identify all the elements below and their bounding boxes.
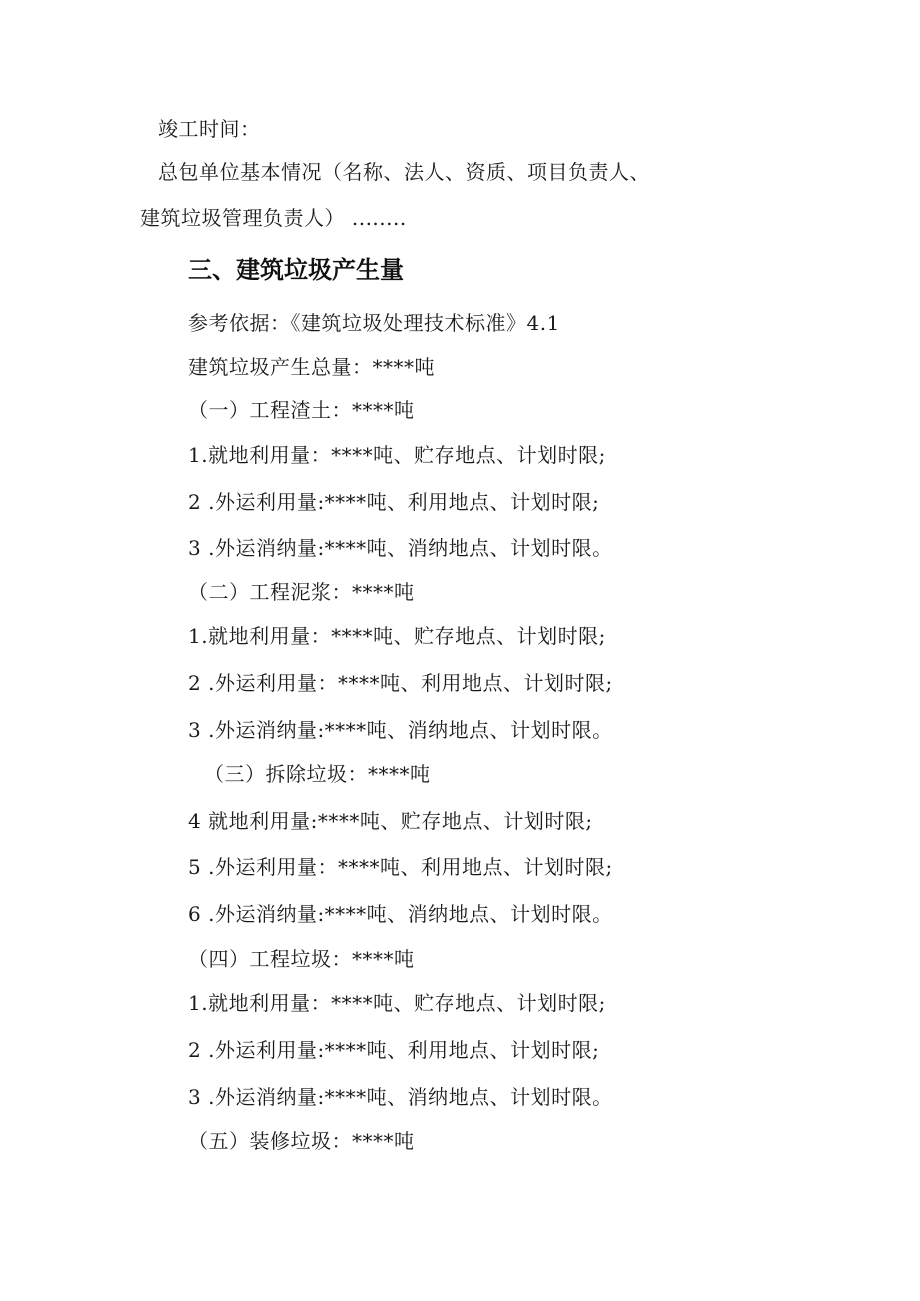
list-item: 3 .外运消纳量:****吨、消纳地点、计划时限。: [188, 1085, 613, 1109]
list-item: 2 .外运利用量:****吨、利用地点、计划时限;: [188, 1038, 600, 1062]
subsection-title-5: （五）装修垃圾：****吨: [188, 1129, 415, 1153]
list-item: 2 .外运利用量:****吨、利用地点、计划时限;: [188, 490, 600, 514]
subsection-title-1: （一）工程渣土：****吨: [188, 398, 415, 422]
total-amount-line: 建筑垃圾产生总量：****吨: [188, 355, 435, 379]
contractor-info-line-2: 建筑垃圾管理负责人） ........: [140, 206, 407, 230]
list-item: 1.就地利用量：****吨、贮存地点、计划时限;: [188, 443, 606, 467]
section-heading: 三、建筑垃圾产生量: [188, 256, 404, 284]
list-item: 6 .外运消纳量:****吨、消纳地点、计划时限。: [188, 902, 613, 926]
list-item: 3 .外运消纳量:****吨、消纳地点、计划时限。: [188, 718, 613, 742]
subsection-title-3: （三）拆除垃圾：****吨: [204, 762, 431, 786]
list-item: 2 .外运利用量：****吨、利用地点、计划时限;: [188, 671, 613, 695]
subsection-title-4: （四）工程垃圾：****吨: [188, 947, 415, 971]
contractor-info-line-1: 总包单位基本情况（名称、法人、资质、项目负责人、: [158, 160, 650, 184]
list-item: 1.就地利用量：****吨、贮存地点、计划时限;: [188, 624, 606, 648]
completion-time-label: 竣工时间：: [158, 117, 261, 141]
reference-line: 参考依据：《建筑垃圾处理技术标准》4.1: [188, 311, 560, 335]
list-item: 5 .外运利用量：****吨、利用地点、计划时限;: [188, 855, 613, 879]
list-item: 4 就地利用量:****吨、贮存地点、计划时限;: [188, 809, 593, 833]
subsection-title-2: （二）工程泥浆：****吨: [188, 580, 415, 604]
list-item: 1.就地利用量：****吨、贮存地点、计划时限;: [188, 991, 606, 1015]
list-item: 3 .外运消纳量:****吨、消纳地点、计划时限。: [188, 536, 613, 560]
